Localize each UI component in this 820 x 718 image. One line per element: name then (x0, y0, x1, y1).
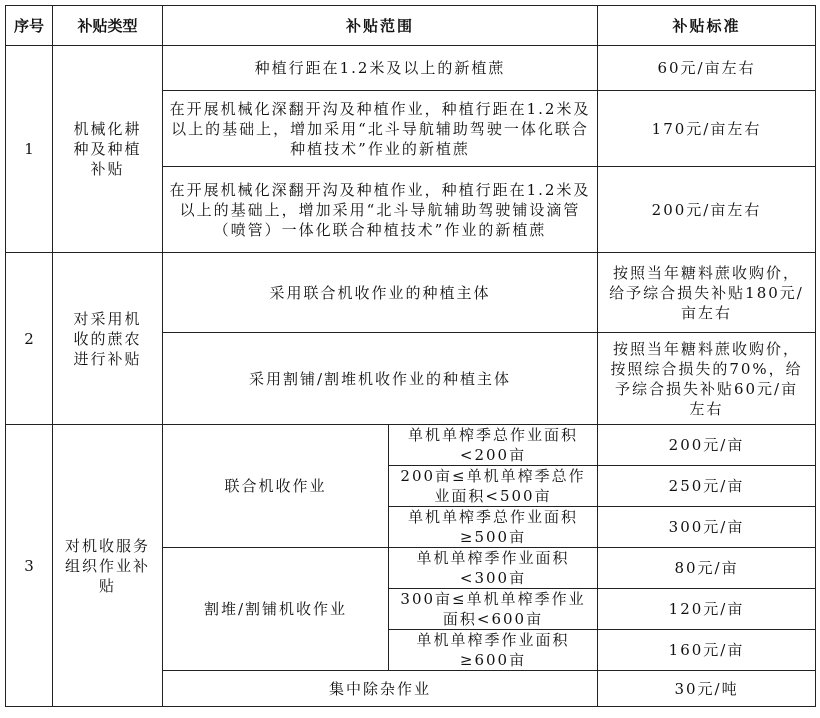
group-index: 1 (6, 46, 53, 253)
condition-cell: 单机单榨季总作业面积≥500亩 (389, 507, 598, 548)
scope-cell: 在开展机械化深翻开沟及种植作业，种植行距在1.2米及以上的基础上，增加采用“北斗导航辅助驾驶铺设滴管（喷管）一体化联合种植技术”作业的新植蔗 (163, 167, 598, 253)
group-type: 对采用机收的蔗农进行补贴 (53, 253, 163, 425)
standard-cell: 按照当年糖料蔗收购价，按照综合损失的70%，给予综合损失补贴60元/亩左右 (598, 333, 816, 425)
table-row (6, 46, 816, 91)
group-type: 机械化耕种及种植补贴 (53, 46, 163, 253)
header-standard: 补贴标准 (598, 6, 816, 46)
table-row (6, 425, 816, 466)
header-scope: 补贴范围 (163, 6, 598, 46)
scope-cell: 种植行距在1.2米及以上的新植蔗 (163, 46, 598, 91)
standard-cell: 按照当年糖料蔗收购价，给予综合损失补贴180元/亩左右 (598, 253, 816, 333)
scope-cell: 集中除杂作业 (163, 671, 598, 707)
table-row (6, 253, 816, 333)
condition-cell: 单机单榨季作业面积≥600亩 (389, 630, 598, 671)
subsidy-table (5, 5, 816, 707)
header-row (6, 6, 816, 46)
standard-cell: 80元/亩 (598, 548, 816, 589)
scope-cell: 在开展机械化深翻开沟及种植作业，种植行距在1.2米及以上的基础上，增加采用“北斗导航辅助驾驶一体化联合种植技术”作业的新植蔗 (163, 91, 598, 167)
group-index: 2 (6, 253, 53, 425)
condition-cell: 单机单榨季总作业面积<200亩 (389, 425, 598, 466)
standard-cell: 160元/亩 (598, 630, 816, 671)
standard-cell: 170元/亩左右 (598, 91, 816, 167)
condition-cell: 300亩≤单机单榨季作业面积<600亩 (389, 589, 598, 630)
standard-cell: 200元/亩 (598, 425, 816, 466)
subgroup-name: 割堆/割铺机收作业 (163, 548, 389, 671)
standard-cell: 250元/亩 (598, 466, 816, 507)
condition-cell: 200亩≤单机单榨季总作业面积<500亩 (389, 466, 598, 507)
standard-cell: 200元/亩左右 (598, 167, 816, 253)
standard-cell: 60元/亩左右 (598, 46, 816, 91)
scope-cell: 采用割铺/割堆机收作业的种植主体 (163, 333, 598, 425)
subgroup-name: 联合机收作业 (163, 425, 389, 548)
standard-cell: 300元/亩 (598, 507, 816, 548)
group-index: 3 (6, 425, 53, 707)
scope-cell: 采用联合机收作业的种植主体 (163, 253, 598, 333)
standard-cell: 30元/吨 (598, 671, 816, 707)
header-index: 序号 (6, 6, 53, 46)
header-type: 补贴类型 (53, 6, 163, 46)
group-type: 对机收服务组织作业补贴 (53, 425, 163, 707)
standard-cell: 120元/亩 (598, 589, 816, 630)
condition-cell: 单机单榨季作业面积<300亩 (389, 548, 598, 589)
